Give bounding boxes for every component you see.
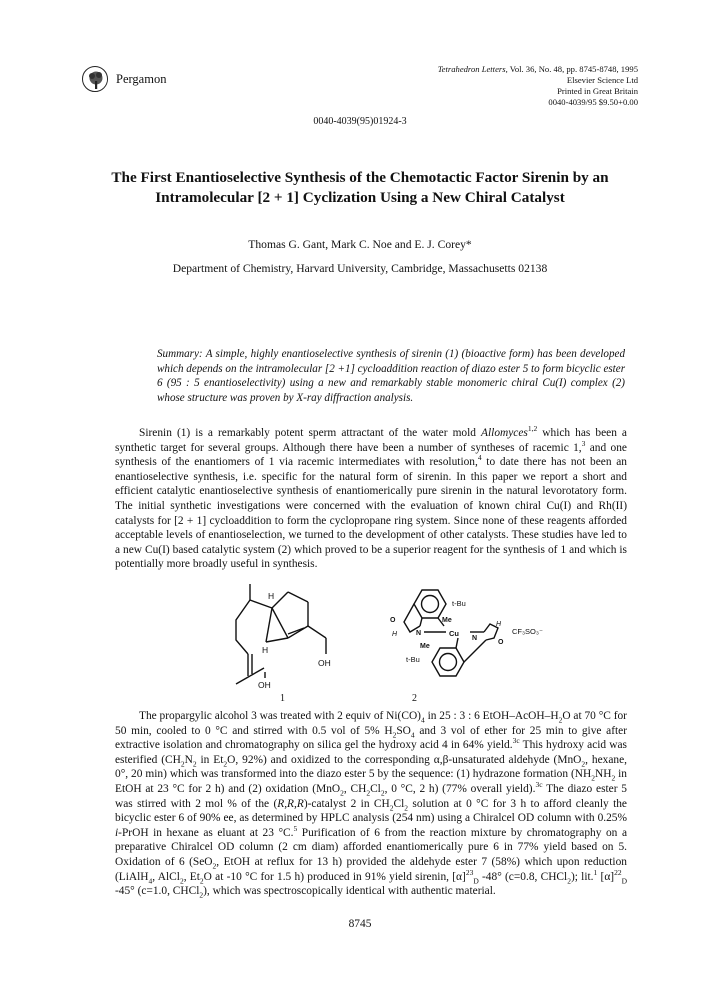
journal-details: , Vol. 36, No. 48, pp. 8745-8748, 1995	[505, 64, 638, 74]
p2-sub-d-line-b: D	[621, 875, 627, 885]
p2-t35: -45° (c=1.0, CHCl	[115, 885, 200, 898]
p2-t9: in Et	[196, 753, 224, 766]
para1-text-a: Sirenin (1) is a remarkably potent sperm attractant of the water mold	[139, 427, 482, 439]
para1-text-d: to date there has not been an enantioselective synthesis, i.e. specific for the natural form of sirenin. In this paper we report a short and efficient catalytic enantioselective synthesis of enantiomerically pure sirenin in the natural levorotatory form. The initial synthetic investigations were concerned with the evaluation of known chiral Cu(I) and Rh(II) catalysts for [2 + 1] cycloaddition to form the cyclopropane ring system. Since none of these reagents afforded acceptable levels of enantioselection, we turned to the development of other catalysts. These studies have led to a new Cu(I) based catalytic system (2) which proved to be a superior reagent for the synthesis of 1 and which is potentially more broadly useful in synthesis.	[115, 456, 627, 571]
title-line-2: Intramolecular [2 + 1] Cyclization Using a New Chiral Catalyst	[155, 189, 565, 206]
p2-t18: The diazo ester 5 was stirred with 2 mol % of the (	[115, 782, 627, 810]
catalyst-h-left: H	[392, 631, 398, 638]
article-identifier: 0040-4039(95)01924-3	[313, 116, 407, 127]
journal-citation	[338, 64, 638, 108]
p2-sub-h: 2	[581, 759, 586, 769]
catalyst-counterion: CF₃SO₃⁻	[512, 627, 543, 636]
p2-ref-c: 5	[293, 823, 298, 833]
publisher-line: Elsevier Science Ltd	[566, 75, 638, 85]
p2-sub-g: 2	[223, 759, 228, 769]
para1-genus: Allomyces	[481, 427, 528, 439]
printed-line: Printed in Great Britain	[557, 86, 638, 96]
catalyst-tbu-top: t-Bu	[452, 599, 466, 608]
p2-sup-temp-b: 22	[614, 867, 622, 877]
p2-t5: and 3 vol of ether for 25 min to give after extractive isolation and chromatography on silica gel the hydroxy acid 4 in 64% yield.	[115, 724, 628, 752]
p2-sub-t: 2	[567, 875, 571, 885]
price-line: 0040-4039/95 $9.50+0.00	[548, 97, 638, 107]
p2-t8: N	[184, 753, 193, 766]
p2-t31: -48° (c=0.8, CHCl	[478, 870, 568, 883]
catalyst-cu: Cu	[449, 629, 459, 638]
sirenin-oh-bottom-group	[256, 672, 286, 692]
p2-ref-d: 1	[593, 867, 598, 877]
p2-t27: , EtOH at reflux for 13 h) provided the aldehyde ester 7 (58%) which upon reduction (LiAlH	[115, 855, 627, 883]
sirenin-oh-bottom: OH	[258, 680, 271, 690]
p2-sub-o: 2	[404, 802, 409, 812]
p2-sub-a: 4	[420, 715, 425, 725]
para1-text-c: and one synthesis of the enantiomers of 1 via racemic intermediates with resolution,	[115, 441, 627, 469]
p2-t3: O at 70 °C for 50 min, cooled to 0 °C and stirred with 0.5 vol of 5% H	[115, 710, 627, 737]
author-list: Thomas G. Gant, Mark C. Noe and E. J. Corey*	[248, 238, 472, 251]
catalyst-o-left: O	[390, 617, 396, 624]
p2-t30: O at -10 °C for 1.5 h) produced in 91% yield sirenin, [α]	[203, 870, 466, 883]
p2-t26: Purification of 6 from the reaction mixture by chromatography on a preparative Chiralcel OD column (2 cm diam) afforded enantiomerically pure 6 in 77% yield based on 5. Oxidation of 6 (SeO	[115, 826, 627, 868]
p2-t1: The propargylic alcohol 3 was treated with 2 equiv of Ni(CO)	[139, 710, 421, 722]
p2-sub-f: 2	[192, 759, 197, 769]
intro-paragraph	[115, 426, 627, 572]
catalyst-o-right: O	[498, 639, 504, 646]
page-number: 8745	[348, 918, 372, 930]
summary-paragraph	[157, 347, 625, 405]
sirenin-h-bottom: H	[262, 645, 269, 655]
p2-sub-q: 4	[148, 875, 153, 885]
p2-sub-d: 4	[410, 729, 415, 739]
p2-t36: ), which was spectroscopically identical with authentic material.	[203, 885, 496, 898]
sirenin-oh-right: OH	[318, 658, 331, 668]
summary-text: A simple, highly enantioselective synthesis of sirenin (1) (bioactive form) has been developed which depends on the intramolecular [2 +1] cycloaddition reaction of diazo ester 5 to form bicyclic ester 6 (95 : 5 enantioselectivity) using a new and remarkably stable monomeric chiral Cu(I) complex (2) whose structure was proven by X-ray diffraction analysis.	[157, 348, 626, 404]
p2-t19: R,R,R	[277, 797, 304, 810]
catalyst-h-right: H	[496, 621, 502, 628]
p2-ref-a: 3c	[512, 736, 520, 746]
affiliation: Department of Chemistry, Harvard University, Cambridge, Massachusetts 02138	[172, 262, 548, 275]
p2-sub-u: 2	[199, 890, 204, 900]
p2-sub-c: 2	[392, 729, 397, 739]
p2-sub-j: 2	[611, 773, 616, 783]
p2-sub-i: 2	[591, 773, 595, 783]
publisher-logo	[82, 66, 108, 92]
summary-label: Summary:	[157, 348, 203, 360]
p2-sub-s: 2	[199, 875, 204, 885]
p2-sub-p: 2	[212, 861, 217, 871]
p2-t2: in 25 : 3 : 6 EtOH–AcOH–H	[424, 710, 559, 722]
p2-sub-m: 2	[380, 788, 385, 798]
p2-t11: , hexane, 0°, 20 min) which was transformed into the diazo ester 5 by the sequence: (1) hydrazone formation (NH	[115, 753, 627, 781]
p2-t28: , AlCl	[152, 870, 180, 883]
compound-label-1: 1	[280, 693, 285, 704]
publisher-name: Pergamon	[116, 72, 167, 86]
tree-logo-icon	[83, 67, 108, 92]
p2-sub-b: 2	[558, 715, 563, 725]
p2-t21: Cl	[393, 797, 405, 810]
p2-ref-b: 3c	[535, 780, 543, 790]
catalyst-n-left: N	[416, 630, 422, 637]
p2-t23: i	[115, 826, 119, 839]
p2-sub-n: 2	[389, 802, 394, 812]
p2-t16: , 0 °C, 2 h) (77% overall yield).	[384, 782, 536, 795]
p2-sub-e: 2	[180, 759, 185, 769]
p2-t14: , CH	[343, 782, 367, 795]
sirenin-h-top: H	[268, 591, 275, 601]
p2-sub-d-line-a: D	[473, 875, 479, 885]
p2-t22: solution at 0 °C for 3 h to afford cleanly the bicyclic ester 6 of 90% ee, as determined by HPLC analysis (254 nm) using a Chiralcel OD column with 0.25%	[115, 797, 627, 825]
experimental-paragraph	[115, 709, 627, 899]
para1-ref-c: 4	[477, 453, 482, 463]
p2-t12: NH	[594, 768, 612, 781]
catalyst-me-top: Me	[442, 617, 452, 624]
catalyst-tbu-bottom: t-Bu	[406, 655, 420, 664]
p2-t32: ); lit.	[570, 870, 594, 883]
structure-sirenin	[228, 582, 348, 690]
p2-sup-temp-a: 23	[465, 867, 474, 877]
para1-ref-a: 1,2	[527, 424, 538, 434]
title-line-1: The First Enantioselective Synthesis of the Chemotactic Factor Sirenin by an	[111, 169, 609, 186]
p2-t29: , Et	[183, 870, 200, 883]
catalyst-n-right: N	[472, 635, 478, 642]
p2-t13: in EtOH at 23 °C for 2 h) and (2) oxidation (MnO	[115, 768, 627, 795]
p2-sub-r: 2	[179, 875, 184, 885]
compound-label-2: 2	[412, 693, 417, 704]
p2-t20: )-catalyst 2 in CH	[303, 797, 390, 810]
p2-t4: SO	[396, 724, 411, 737]
catalyst-me-bottom: Me	[420, 643, 430, 650]
p2-t24: -PrOH in hexane as eluant at 23 °C.	[118, 826, 294, 839]
p2-t10: O, 92%) and oxidized to the corresponding α,β-unsaturated aldehyde (MnO	[227, 753, 582, 766]
structure-cu-catalyst	[390, 586, 550, 688]
journal-name: Tetrahedron Letters	[437, 64, 506, 74]
p2-t34: [α]	[597, 870, 615, 883]
p2-sub-k: 2	[340, 788, 344, 798]
p2-sub-l: 2	[366, 788, 371, 798]
para1-text-b: which has been a synthetic target for several groups. Although there have been a number of syntheses of racemic 1,	[115, 427, 627, 454]
p2-t15: Cl	[370, 782, 381, 795]
para1-ref-b: 3	[581, 438, 586, 448]
paper-title	[70, 168, 650, 208]
p2-t7: This hydroxy acid was esterified (CH	[115, 739, 627, 766]
